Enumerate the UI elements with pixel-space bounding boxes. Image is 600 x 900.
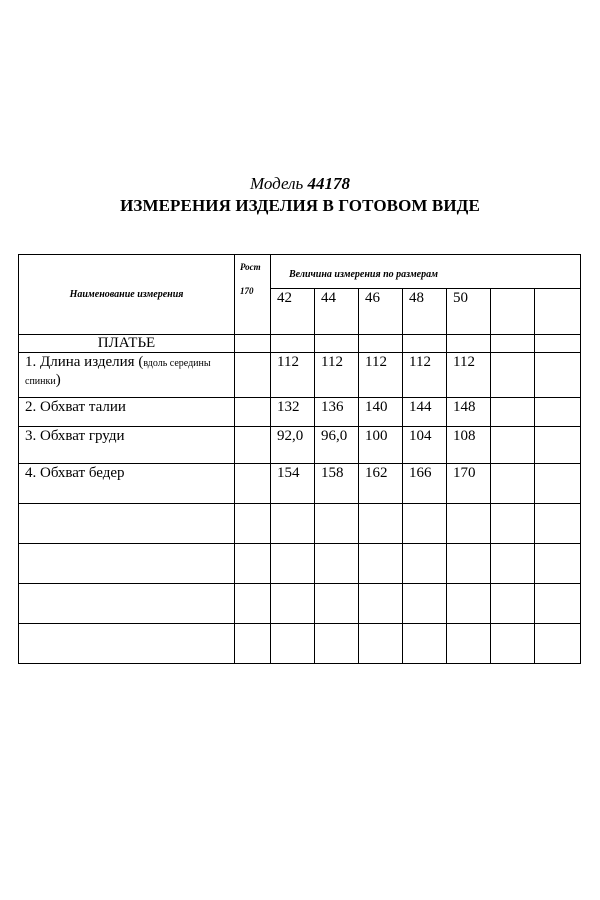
empty-cell bbox=[271, 335, 315, 353]
column-header-name: Наименование измерения bbox=[19, 255, 235, 335]
empty-cell bbox=[403, 335, 447, 353]
section-label: ПЛАТЬЕ bbox=[19, 335, 235, 353]
rost-value: 170 bbox=[240, 286, 254, 296]
size-header: 46 bbox=[359, 289, 403, 335]
measurement-value: 166 bbox=[403, 464, 447, 504]
empty-cell bbox=[491, 427, 535, 464]
empty-cell bbox=[359, 335, 403, 353]
empty-cell bbox=[491, 544, 535, 584]
empty-cell bbox=[271, 624, 315, 664]
size-header: 50 bbox=[447, 289, 491, 335]
measurement-value: 140 bbox=[359, 398, 403, 427]
empty-cell bbox=[535, 624, 581, 664]
table-row bbox=[19, 464, 581, 504]
empty-cell bbox=[235, 353, 271, 398]
empty-cell bbox=[491, 624, 535, 664]
empty-cell bbox=[535, 289, 581, 335]
empty-cell bbox=[403, 584, 447, 624]
empty-cell bbox=[535, 335, 581, 353]
measurement-value: 112 bbox=[447, 353, 491, 398]
empty-cell bbox=[315, 504, 359, 544]
empty-cell bbox=[19, 584, 235, 624]
table-row bbox=[19, 504, 581, 544]
empty-cell bbox=[235, 504, 271, 544]
empty-cell bbox=[19, 544, 235, 584]
empty-cell bbox=[403, 624, 447, 664]
empty-cell bbox=[447, 544, 491, 584]
empty-cell bbox=[235, 335, 271, 353]
measurement-value: 112 bbox=[403, 353, 447, 398]
empty-cell bbox=[235, 624, 271, 664]
measurement-name: 3. Обхват груди bbox=[19, 427, 235, 464]
empty-cell bbox=[535, 584, 581, 624]
empty-cell bbox=[359, 504, 403, 544]
measurement-value: 162 bbox=[359, 464, 403, 504]
table-row bbox=[19, 353, 581, 398]
empty-cell bbox=[403, 544, 447, 584]
size-header: 48 bbox=[403, 289, 447, 335]
empty-cell bbox=[535, 464, 581, 504]
measurement-value: 112 bbox=[315, 353, 359, 398]
measurement-value: 108 bbox=[447, 427, 491, 464]
empty-cell bbox=[19, 624, 235, 664]
empty-cell bbox=[359, 584, 403, 624]
empty-cell bbox=[315, 335, 359, 353]
empty-cell bbox=[359, 544, 403, 584]
measurement-value: 96,0 bbox=[315, 427, 359, 464]
measurement-value: 136 bbox=[315, 398, 359, 427]
measurement-name: 2. Обхват талии bbox=[19, 398, 235, 427]
measurement-value: 144 bbox=[403, 398, 447, 427]
empty-cell bbox=[447, 624, 491, 664]
measurements-table bbox=[18, 254, 581, 664]
empty-cell bbox=[491, 464, 535, 504]
document-title: ИЗМЕРЕНИЯ ИЗДЕЛИЯ В ГОТОВОМ ВИДЕ bbox=[120, 196, 480, 215]
empty-cell bbox=[271, 584, 315, 624]
empty-cell bbox=[447, 335, 491, 353]
empty-cell bbox=[535, 398, 581, 427]
table-row bbox=[19, 398, 581, 427]
empty-cell bbox=[271, 504, 315, 544]
empty-cell bbox=[315, 584, 359, 624]
empty-cell bbox=[235, 427, 271, 464]
measurement-value: 132 bbox=[271, 398, 315, 427]
empty-cell bbox=[359, 624, 403, 664]
empty-cell bbox=[535, 427, 581, 464]
table-row bbox=[19, 584, 581, 624]
measurement-value: 170 bbox=[447, 464, 491, 504]
empty-cell bbox=[19, 504, 235, 544]
model-number: 44178 bbox=[307, 174, 351, 193]
empty-cell bbox=[535, 353, 581, 398]
empty-cell bbox=[535, 544, 581, 584]
rost-label: Рост bbox=[240, 262, 261, 272]
table-row bbox=[19, 544, 581, 584]
empty-cell bbox=[315, 544, 359, 584]
measurement-value: 100 bbox=[359, 427, 403, 464]
model-label: Модель bbox=[249, 174, 304, 193]
measurement-value: 104 bbox=[403, 427, 447, 464]
empty-cell bbox=[491, 398, 535, 427]
column-header-values: Величина измерения по размерам bbox=[271, 255, 581, 289]
empty-cell bbox=[235, 398, 271, 427]
empty-cell bbox=[235, 584, 271, 624]
size-header: 42 bbox=[271, 289, 315, 335]
empty-cell bbox=[315, 624, 359, 664]
measurement-value: 148 bbox=[447, 398, 491, 427]
empty-cell bbox=[447, 584, 491, 624]
empty-cell bbox=[491, 335, 535, 353]
measurement-value: 154 bbox=[271, 464, 315, 504]
table-row bbox=[19, 624, 581, 664]
empty-cell bbox=[235, 464, 271, 504]
size-header: 44 bbox=[315, 289, 359, 335]
empty-cell bbox=[491, 289, 535, 335]
column-header-rost bbox=[235, 255, 271, 335]
measurement-name: 1. Длина изделия (вдоль середины спинки) bbox=[19, 353, 235, 398]
measurement-value: 92,0 bbox=[271, 427, 315, 464]
empty-cell bbox=[491, 353, 535, 398]
empty-cell bbox=[271, 544, 315, 584]
measurement-name: 4. Обхват бедер bbox=[19, 464, 235, 504]
empty-cell bbox=[491, 584, 535, 624]
empty-cell bbox=[403, 504, 447, 544]
measurement-value: 112 bbox=[359, 353, 403, 398]
model-line bbox=[0, 174, 600, 194]
empty-cell bbox=[447, 504, 491, 544]
table-row bbox=[19, 427, 581, 464]
empty-cell bbox=[535, 504, 581, 544]
measurement-value: 158 bbox=[315, 464, 359, 504]
empty-cell bbox=[235, 544, 271, 584]
measurement-value: 112 bbox=[271, 353, 315, 398]
empty-cell bbox=[491, 504, 535, 544]
